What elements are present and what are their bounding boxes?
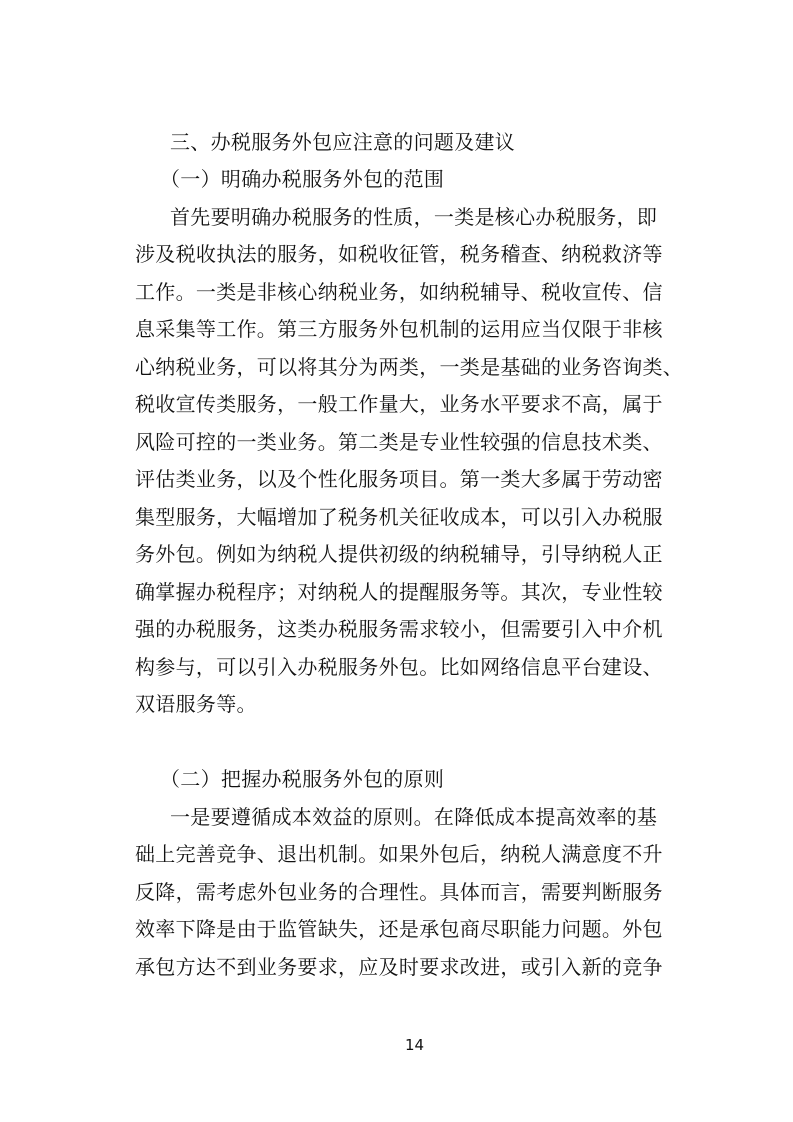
paragraph-line: 础上完善竞争、退出机制。如果外包后，纳税人满意度不升 [135,842,663,866]
page-number: 14 [404,1036,425,1054]
section-heading: 三、办税服务外包应注意的问题及建议 [170,130,516,154]
paragraph-line: 涉及税收执法的服务，如税收征管，税务稽查、纳税救济等 [135,242,663,266]
paragraph-line: 心纳税业务，可以将其分为两类，一类是基础的业务咨询类、 [135,355,684,379]
paragraph-line: 一是要遵循成本效益的原则。在降低成本提高效率的基 [170,805,658,829]
paragraph-line: 务外包。例如为纳税人提供初级的纳税辅导，引导纳税人正 [135,542,663,566]
paragraph-line: 集型服务，大幅增加了税务机关征收成本，可以引入办税服 [135,505,663,529]
paragraph-line: 工作。一类是非核心纳税业务，如纳税辅导、税收宣传、信 [135,280,663,304]
paragraph-line: 税收宣传类服务，一般工作量大，业务水平要求不高，属于 [135,392,663,416]
subsection-1-title: （一）明确办税服务外包的范围 [160,167,445,191]
paragraph-line: 风险可控的一类业务。第二类是专业性较强的信息技术类、 [135,430,663,454]
paragraph-line: 息采集等工作。第三方服务外包机制的运用应当仅限于非核 [135,317,663,341]
paragraph-line: 确掌握办税程序；对纳税人的提醒服务等。其次，专业性较 [135,580,663,604]
paragraph-line: 首先要明确办税服务的性质，一类是核心办税服务，即 [170,205,658,229]
paragraph-line: 构参与，可以引入办税服务外包。比如网络信息平台建设、 [135,655,663,679]
paragraph-line: 双语服务等。 [135,692,257,716]
paragraph-line: 效率下降是由于监管缺失，还是承包商尽职能力问题。外包 [135,917,663,941]
paragraph-line: 承包方达不到业务要求，应及时要求改进，或引入新的竞争 [135,955,663,979]
subsection-2-title: （二）把握办税服务外包的原则 [160,767,445,791]
paragraph-line: 反降，需考虑外包业务的合理性。具体而言，需要判断服务 [135,880,663,904]
paragraph-line: 评估类业务，以及个性化服务项目。第一类大多属于劳动密 [135,467,663,491]
paragraph-line: 强的办税服务，这类办税服务需求较小，但需要引入中介机 [135,617,663,641]
